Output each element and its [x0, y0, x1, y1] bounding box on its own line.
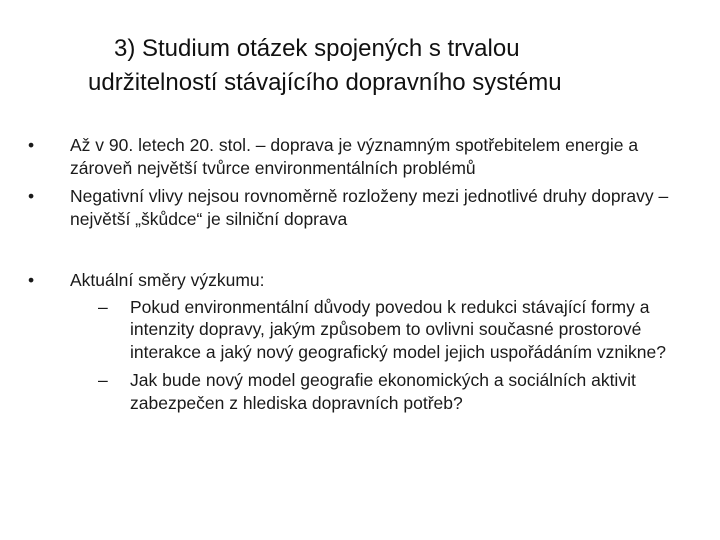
- sub-list-wrapper: [70, 296, 698, 415]
- sub-bullet-text: Pokud environmentální důvody povedou k redukci stávající formy a intenzity dopravy, jakým způsobem to ovlivni současné prostorové interakce a jaký nový geografický model jejich uspořádáním vznikne?: [130, 296, 666, 362]
- sub-bullet-list: [98, 296, 698, 415]
- title-line-1: 3) Studium otázek spojených s trvalou: [114, 35, 520, 62]
- sub-bullet-marker: –: [98, 296, 108, 317]
- bullet-item: [28, 269, 698, 414]
- bullet-marker: •: [28, 135, 35, 155]
- bullet-item: [28, 134, 698, 179]
- sub-bullet-item: [98, 369, 698, 414]
- bullet-text: Negativní vlivy nejsou rovnoměrně rozloženy mezi jednotlivé druhy dopravy – největší „škůdce“ je silniční doprava: [70, 186, 669, 229]
- bullet-text: Až v 90. letech 20. stol. – doprava je významným spotřebitelem energie a zároveň největší tvůrce environmentálních problémů: [70, 135, 639, 178]
- sub-bullet-item: [98, 296, 698, 364]
- sub-bullet-marker: –: [98, 370, 108, 390]
- bullet-text: Aktuální směry výzkumu:: [70, 270, 265, 290]
- bullet-item: [28, 185, 698, 230]
- sub-bullet-text: Jak bude nový model geografie ekonomických a sociálních aktivit zabezpečen z hlediska dopravních potřeb?: [130, 370, 636, 413]
- bullet-marker: •: [28, 270, 35, 290]
- slide-title: [88, 32, 688, 100]
- bullet-marker: •: [28, 186, 35, 206]
- title-line-2: udržitelností stávajícího dopravního systému: [88, 69, 562, 96]
- bullet-list: [28, 134, 698, 420]
